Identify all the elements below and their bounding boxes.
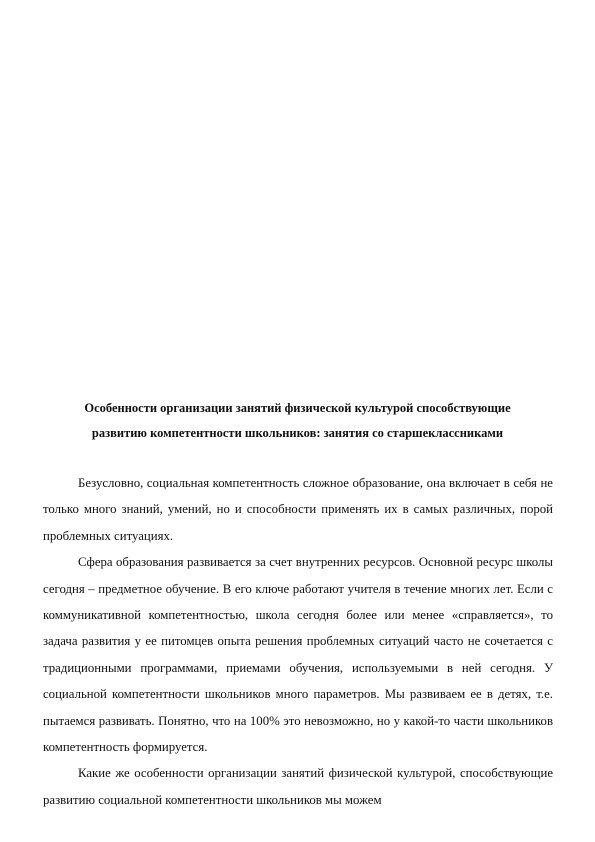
document-title [40,396,555,446]
paragraph-2: Сфера образования развивается за счет внутренних ресурсов. Основной ресурс школы сегодня – предметное обучение. В его ключе работают учителя в течение многих лет. Если с коммуникативной компетентностью, школа сегодня более или менее «справляется», то задача развития у ее питомцев опыта решения проблемных ситуаций часто не сочетается с традиционными программами, приемами обучения, используемыми в ней сегодня. У социальной компетентности школьников много параметров. Мы развиваем ее в детях, т.е. пытаемся развивать. Понятно, что на 100% это невозможно, но у какой-то части школьников компетентность формируется. [43,555,553,755]
title-line-2: развитию компетентности школьников: занятия со старшеклассниками [91,426,504,440]
paragraph-1: Безусловно, социальная компетентность сложное образование, она включает в себя не только много знаний, умений, но и способности применять их в самых различных, порой проблемных ситуациях. [43,476,553,543]
paragraph-3: Какие же особенности организации занятий физической культурой, способствующие развитию социальной компетентности школьников мы можем [43,766,553,807]
document-body [43,470,553,813]
title-line-1: Особенности организации занятий физической культурой способствующие [84,401,511,415]
